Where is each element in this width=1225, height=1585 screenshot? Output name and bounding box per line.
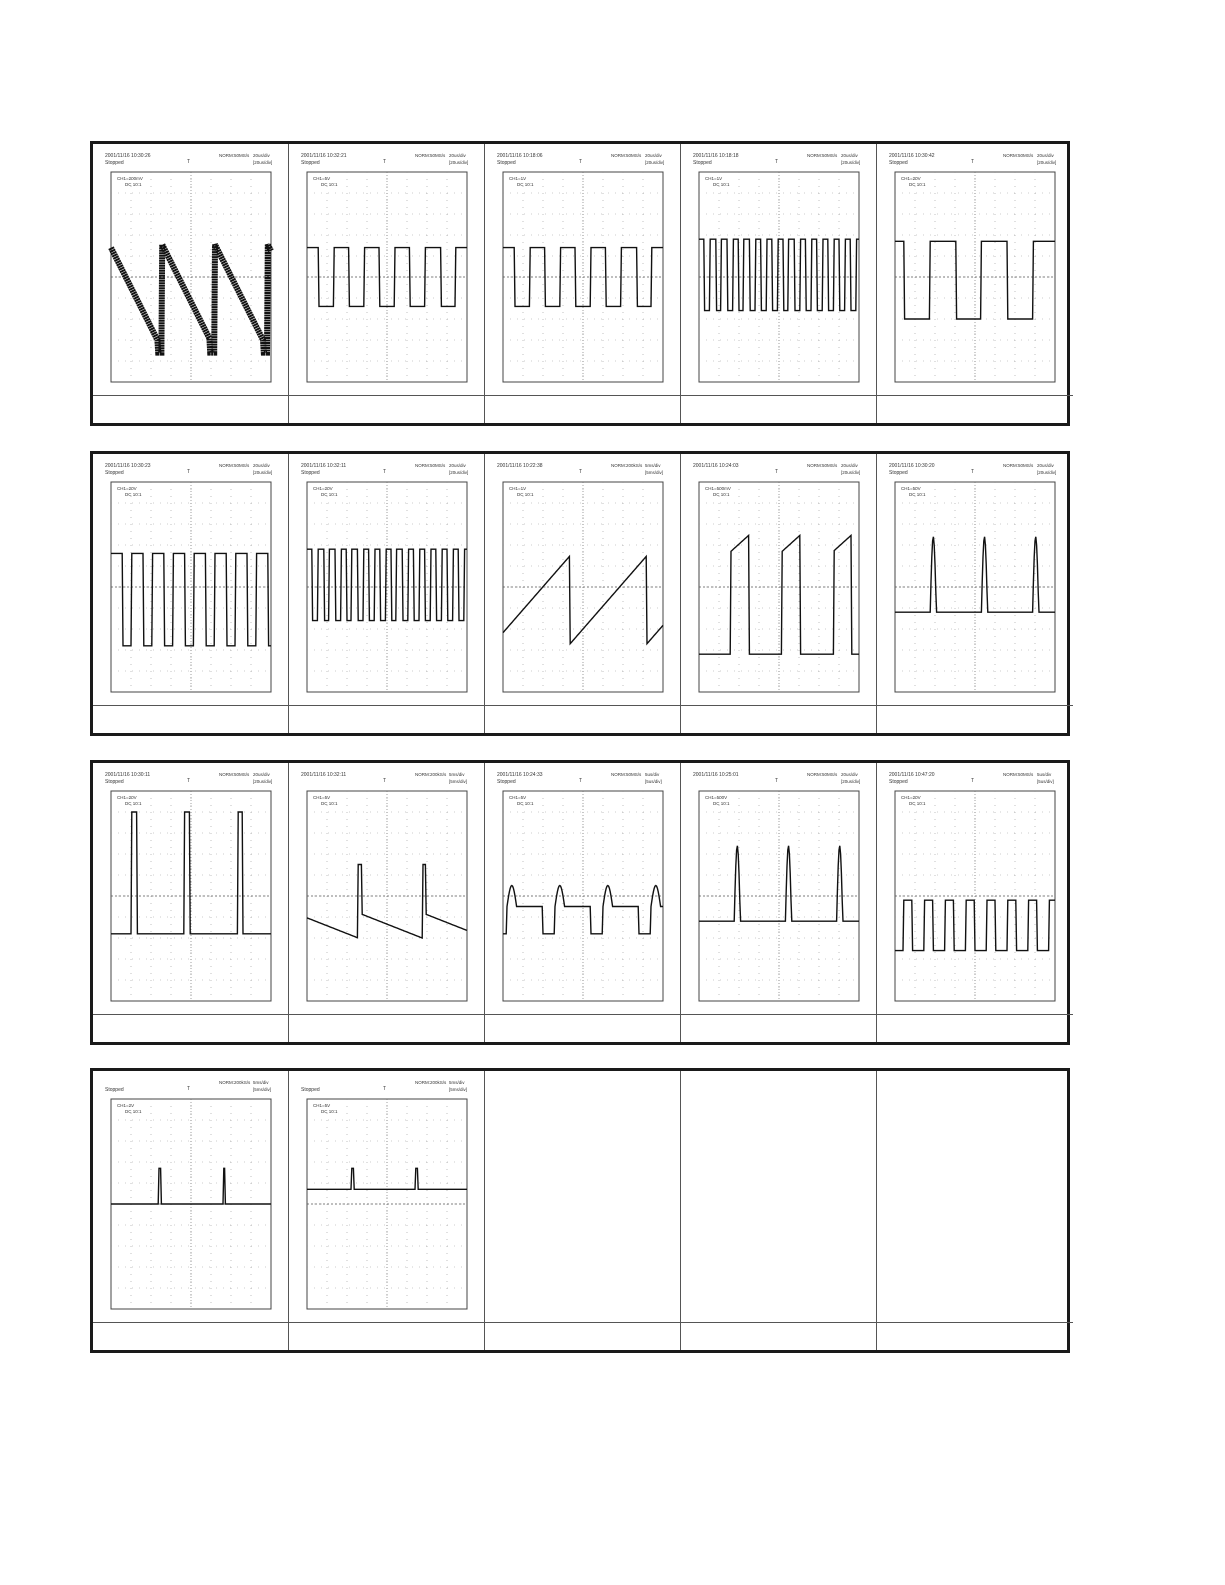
oscilloscope-trace [101, 1077, 279, 1321]
timestamp-label: 2001/11/16 10:32:11 [301, 463, 347, 469]
sample-rate-label: NORM:200kS/s [415, 772, 447, 777]
waveform-caption [93, 1322, 288, 1350]
trigger-marker: T [775, 778, 779, 784]
trigger-marker: T [187, 778, 191, 784]
waveform-caption [289, 705, 484, 733]
timebase-label: 20us/div [253, 463, 270, 468]
oscilloscope-trace [689, 769, 867, 1013]
oscilloscope-trace [689, 150, 867, 394]
sample-rate-label: NORM:50MS/s [219, 772, 250, 777]
timebase-label: 20us/div [253, 153, 270, 158]
oscilloscope-trace [297, 460, 475, 704]
oscilloscope-trace [885, 150, 1063, 394]
timebase-label: 5ms/div [645, 463, 661, 468]
coupling-label: DC 10:1 [517, 492, 534, 497]
waveform-caption [877, 1014, 1073, 1042]
coupling-label: DC 10:1 [125, 1109, 142, 1114]
status-label: Stopped [301, 1087, 320, 1093]
coupling-label: DC 10:1 [517, 182, 534, 187]
trigger-marker: T [579, 469, 583, 475]
timestamp-label: 2001/11/16 10:18:06 [497, 153, 543, 159]
waveform-caption [289, 395, 484, 423]
channel-label: CH1=1V [509, 486, 527, 491]
timebase-label: 20us/div [1037, 463, 1054, 468]
timebase-bracket-label: [20us/div] [1037, 160, 1057, 165]
timestamp-label: 2001/11/16 10:24:03 [693, 463, 739, 469]
oscilloscope-trace [297, 769, 475, 1013]
channel-label: CH1=20V [313, 486, 333, 491]
channel-label: CH1=1V [509, 176, 527, 181]
channel-label: CH1=200mV [117, 176, 143, 181]
channel-label: CH1=20V [117, 486, 137, 491]
waveform-caption [681, 395, 876, 423]
timestamp-label: 2001/11/16 10:30:23 [105, 463, 151, 469]
sample-rate-label: NORM:50MS/s [415, 463, 446, 468]
sample-rate-label: NORM:50MS/s [219, 463, 250, 468]
waveform-caption [877, 395, 1073, 423]
oscilloscope-trace [297, 1077, 475, 1321]
timebase-label: 20us/div [449, 153, 466, 158]
channel-label: CH1=20V [901, 176, 921, 181]
timebase-bracket-label: [20us/div] [449, 470, 469, 475]
sample-rate-label: NORM:50MS/s [415, 153, 446, 158]
timebase-bracket-label: [20us/div] [449, 160, 469, 165]
timebase-bracket-label: [20us/div] [841, 160, 861, 165]
trigger-marker: T [187, 1086, 191, 1092]
trigger-marker: T [579, 159, 583, 165]
waveform-caption [93, 705, 288, 733]
sample-rate-label: NORM:50MS/s [1003, 772, 1034, 777]
sample-rate-label: NORM:50MS/s [1003, 153, 1034, 158]
coupling-label: DC 10:1 [713, 801, 730, 806]
sample-rate-label: NORM:50MS/s [611, 772, 642, 777]
trigger-marker: T [971, 469, 975, 475]
waveform-caption [681, 705, 876, 733]
sample-rate-label: NORM:50MS/s [611, 153, 642, 158]
channel-label: CH1=50V [901, 486, 921, 491]
timestamp-label: 2001/11/16 10:32:11 [301, 772, 347, 778]
waveform-cell [289, 144, 485, 423]
timebase-label: 20us/div [449, 463, 466, 468]
timebase-bracket-label: [20us/div] [253, 470, 273, 475]
trigger-marker: T [187, 159, 191, 165]
waveform-cell [289, 1071, 485, 1350]
waveform-cell [93, 454, 289, 733]
sample-rate-label: NORM:200kS/s [611, 463, 643, 468]
sample-rate-label: NORM:200kS/s [219, 1080, 251, 1085]
sample-rate-label: NORM:50MS/s [807, 153, 838, 158]
timestamp-label: 2001/11/16 10:30:11 [105, 772, 151, 778]
waveform-cell [93, 763, 289, 1042]
trigger-marker: T [579, 778, 583, 784]
status-label: Stopped [693, 160, 712, 166]
timebase-label: 20us/div [841, 153, 858, 158]
waveform-cell [485, 763, 681, 1042]
coupling-label: DC 10:1 [125, 492, 142, 497]
timebase-bracket-label: [5ms/div] [449, 779, 468, 784]
timebase-label: 20us/div [1037, 153, 1054, 158]
timebase-label: 20us/div [841, 463, 858, 468]
timebase-bracket-label: [5us/div] [645, 779, 662, 784]
timebase-label: 20us/div [645, 153, 662, 158]
oscilloscope-trace [493, 769, 671, 1013]
timebase-bracket-label: [20us/div] [1037, 470, 1057, 475]
oscilloscope-trace [885, 769, 1063, 1013]
timebase-bracket-label: [5ms/div] [449, 1087, 468, 1092]
timebase-label: 5ms/div [449, 1080, 465, 1085]
coupling-label: DC 10:1 [713, 182, 730, 187]
channel-label: CH1=500mV [705, 486, 731, 491]
waveform-caption [93, 1014, 288, 1042]
status-label: Stopped [889, 779, 908, 785]
coupling-label: DC 10:1 [909, 801, 926, 806]
waveform-caption [681, 1014, 876, 1042]
waveform-cell [681, 144, 877, 423]
trigger-marker: T [775, 469, 779, 475]
waveform-cell [877, 144, 1073, 423]
timestamp-label: 2001/11/16 10:30:42 [889, 153, 935, 159]
oscilloscope-trace [297, 150, 475, 394]
status-label: Stopped [889, 470, 908, 476]
sample-rate-label: NORM:200kS/s [415, 1080, 447, 1085]
status-label: Stopped [889, 160, 908, 166]
waveform-cell [877, 763, 1073, 1042]
waveform-cell [93, 144, 289, 423]
timebase-bracket-label: [20us/div] [645, 160, 665, 165]
waveform-cell [485, 144, 681, 423]
trigger-marker: T [187, 469, 191, 475]
oscilloscope-trace [101, 769, 279, 1013]
timebase-bracket-label: [20us/div] [841, 470, 861, 475]
sample-rate-label: NORM:50MS/s [807, 463, 838, 468]
status-label: Stopped [105, 779, 124, 785]
timebase-label: 5ms/div [253, 1080, 269, 1085]
status-label: Stopped [105, 1087, 124, 1093]
coupling-label: DC 10:1 [909, 182, 926, 187]
channel-label: CH1=5V [313, 795, 331, 800]
timestamp-label: 2001/11/16 10:32:21 [301, 153, 347, 159]
oscilloscope-trace [493, 460, 671, 704]
waveform-cell [877, 454, 1073, 733]
trigger-marker: T [971, 159, 975, 165]
timebase-label: 5ms/div [449, 772, 465, 777]
waveform-caption [289, 1014, 484, 1042]
waveform-cell [289, 454, 485, 733]
waveform-cell [681, 1071, 877, 1350]
coupling-label: DC 10:1 [321, 492, 338, 497]
oscilloscope-trace [101, 460, 279, 704]
waveform-cell [93, 1071, 289, 1350]
waveform-cell [877, 1071, 1073, 1350]
status-label: Stopped [301, 470, 320, 476]
timestamp-label: 2001/11/16 10:30:20 [889, 463, 935, 469]
timebase-bracket-label: [5ms/div] [253, 1087, 272, 1092]
timestamp-label: 2001/11/16 10:24:33 [497, 772, 543, 778]
channel-label: CH1=500V [705, 795, 728, 800]
coupling-label: DC 10:1 [321, 182, 338, 187]
coupling-label: DC 10:1 [517, 801, 534, 806]
channel-label: CH1=2V [117, 1103, 135, 1108]
timestamp-label: 2001/11/16 10:18:18 [693, 153, 739, 159]
oscilloscope-trace [101, 150, 279, 394]
trigger-marker: T [775, 159, 779, 165]
channel-label: CH1=20V [901, 795, 921, 800]
waveform-caption [485, 1014, 680, 1042]
channel-label: CH1=5V [313, 1103, 331, 1108]
waveform-caption [681, 1322, 876, 1350]
channel-label: CH1=20V [117, 795, 137, 800]
waveform-cell [681, 763, 877, 1042]
trigger-marker: T [971, 778, 975, 784]
trigger-marker: T [383, 1086, 387, 1092]
waveform-caption [485, 395, 680, 423]
timestamp-label: 2001/11/16 10:22:38 [497, 463, 543, 469]
trigger-marker: T [383, 469, 387, 475]
timebase-bracket-label: [5us/div] [1037, 779, 1054, 784]
waveform-panel [90, 451, 1070, 736]
waveform-panel [90, 760, 1070, 1045]
timebase-label: 20us/div [841, 772, 858, 777]
trigger-marker: T [383, 778, 387, 784]
waveform-caption [485, 1322, 680, 1350]
channel-label: CH1=1V [705, 176, 723, 181]
status-label: Stopped [497, 779, 516, 785]
waveform-panel [90, 141, 1070, 426]
timebase-label: 20us/div [253, 772, 270, 777]
timestamp-label: 2001/11/16 10:25:01 [693, 772, 739, 778]
channel-label: CH1=5V [509, 795, 527, 800]
sample-rate-label: NORM:50MS/s [1003, 463, 1034, 468]
waveform-caption [93, 395, 288, 423]
coupling-label: DC 10:1 [713, 492, 730, 497]
waveform-panel [90, 1068, 1070, 1353]
status-label: Stopped [105, 160, 124, 166]
coupling-label: DC 10:1 [321, 801, 338, 806]
coupling-label: DC 10:1 [321, 1109, 338, 1114]
oscilloscope-trace [493, 150, 671, 394]
status-label: Stopped [497, 160, 516, 166]
coupling-label: DC 10:1 [909, 492, 926, 497]
waveform-caption [877, 1322, 1073, 1350]
waveform-caption [289, 1322, 484, 1350]
coupling-label: DC 10:1 [125, 182, 142, 187]
timebase-bracket-label: [5ms/div] [645, 470, 664, 475]
status-label: Stopped [301, 160, 320, 166]
timestamp-label: 2001/11/16 10:30:26 [105, 153, 151, 159]
waveform-caption [877, 705, 1073, 733]
oscilloscope-trace [689, 460, 867, 704]
timebase-label: 5us/div [645, 772, 660, 777]
timebase-bracket-label: [20us/div] [841, 779, 861, 784]
waveform-cell [681, 454, 877, 733]
waveform-cell [485, 454, 681, 733]
timestamp-label: 2001/11/16 10:47:20 [889, 772, 935, 778]
waveform-cell [289, 763, 485, 1042]
waveform-cell [485, 1071, 681, 1350]
sample-rate-label: NORM:50MS/s [807, 772, 838, 777]
trigger-marker: T [383, 159, 387, 165]
oscilloscope-trace [885, 460, 1063, 704]
timebase-label: 5us/div [1037, 772, 1052, 777]
timebase-bracket-label: [20us/div] [253, 779, 273, 784]
status-label: Stopped [105, 470, 124, 476]
coupling-label: DC 10:1 [125, 801, 142, 806]
sample-rate-label: NORM:50MS/s [219, 153, 250, 158]
waveform-caption [485, 705, 680, 733]
timebase-bracket-label: [20us/div] [253, 160, 273, 165]
channel-label: CH1=5V [313, 176, 331, 181]
